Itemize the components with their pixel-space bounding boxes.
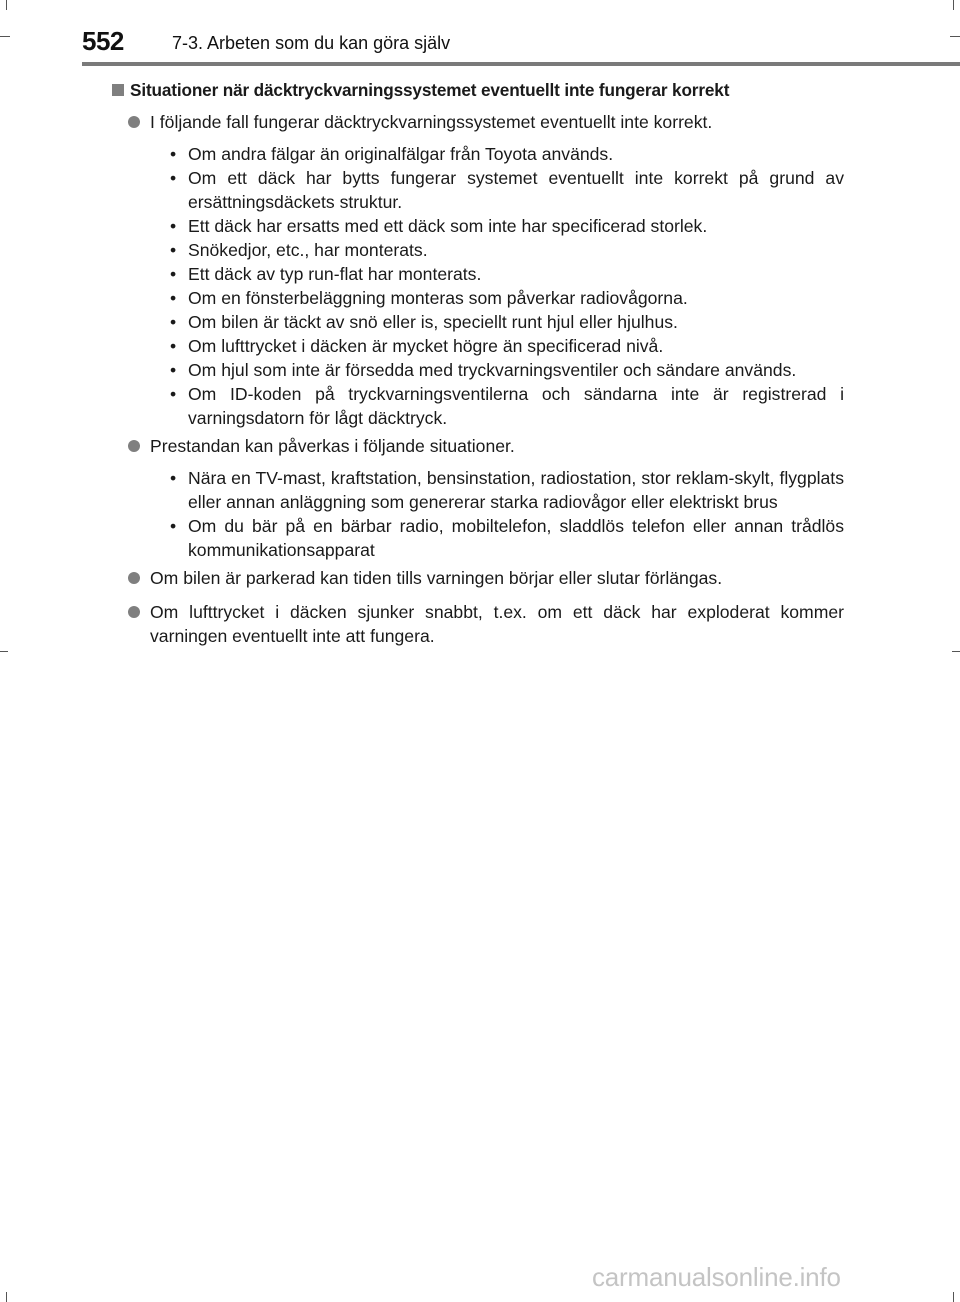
circle-bullet-icon <box>128 572 140 584</box>
sub-list-item: • Ett däck av typ run-flat har monterats. <box>170 262 844 286</box>
sub-list-item: • Om ID-koden på tryckvarningsventilerna och sändarna inte är registrerad i varningsdatorn för lågt däcktryck. <box>170 382 844 430</box>
list-item <box>112 600 844 648</box>
sub-list-item: • Om du bär på en bärbar radio, mobiltelefon, sladdlös telefon eller annan trådlös kommunikationsapparat <box>170 514 844 562</box>
sub-list-item: • Om ett däck har bytts fungerar systemet eventuellt inte korrekt på grund av ersättningsdäckets struktur. <box>170 166 844 214</box>
crop-mark <box>0 651 8 652</box>
list-item-text: Om lufttrycket i däcken sjunker snabbt, t.ex. om ett däck har exploderat kommer varningen eventuellt inte att fungera. <box>150 602 844 646</box>
circle-bullet-icon <box>128 116 140 128</box>
section-heading <box>112 78 844 102</box>
circle-bullet-icon <box>128 440 140 452</box>
crop-mark <box>953 1292 954 1302</box>
list-item <box>112 434 844 562</box>
watermark: carmanualsonline.info <box>592 1262 841 1292</box>
section-title: 7-3. Arbeten som du kan göra själv <box>172 33 451 53</box>
crop-mark <box>6 1292 7 1302</box>
sub-list-item: • Om andra fälgar än originalfälgar från Toyota används. <box>170 142 844 166</box>
sub-list-item: • Nära en TV-mast, kraftstation, bensinstation, radiostation, stor reklam-skylt, flygplats eller annan anläggning som genererar starka radiovågor eller elektriskt brus <box>170 466 844 514</box>
page-header <box>0 0 960 60</box>
section-heading-text: Situationer när däcktryckvarningssystemet eventuellt inte fungerar korrekt <box>130 80 730 100</box>
square-bullet-icon <box>112 84 124 96</box>
sub-list-item: • Om hjul som inte är försedda med tryckvarningsventiler och sändare används. <box>170 358 844 382</box>
sub-list <box>150 466 844 562</box>
list-item-text: Prestandan kan påverkas i följande situationer. <box>150 436 515 456</box>
page-content <box>112 78 844 648</box>
list-item <box>112 110 844 430</box>
sub-list-item: • Om bilen är täckt av snö eller is, speciellt runt hjul eller hjulhus. <box>170 310 844 334</box>
sub-list-item: • Om en fönsterbeläggning monteras som påverkar radiovågorna. <box>170 286 844 310</box>
sub-list-item: • Ett däck har ersatts med ett däck som inte har specificerad storlek. <box>170 214 844 238</box>
sub-list-item: • Om lufttrycket i däcken är mycket högre än specificerad nivå. <box>170 334 844 358</box>
sub-list-item: • Snökedjor, etc., har monterats. <box>170 238 844 262</box>
list-item-text: I följande fall fungerar däcktryckvarningssystemet eventuellt inte korrekt. <box>150 112 713 132</box>
circle-bullet-icon <box>128 606 140 618</box>
list-item <box>112 566 844 590</box>
crop-mark <box>952 651 960 652</box>
sub-list <box>150 142 844 430</box>
list-item-text: Om bilen är parkerad kan tiden tills varningen börjar eller slutar förlängas. <box>150 568 723 588</box>
header-rule <box>82 62 960 66</box>
page-number: 552 <box>82 26 124 56</box>
